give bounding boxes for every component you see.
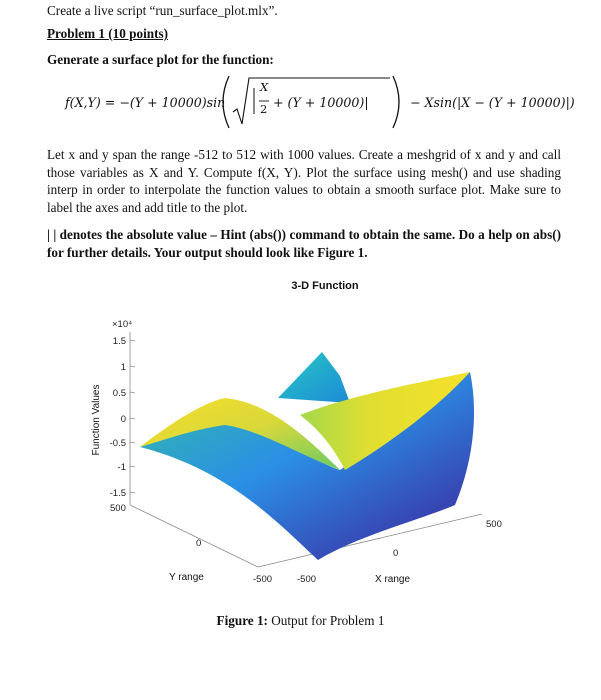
y-axis-label: Y range xyxy=(169,572,204,583)
y-tick-label: -500 xyxy=(253,574,273,585)
z-tick-label: -0.5 xyxy=(109,438,126,449)
surface-back-flap xyxy=(278,352,350,403)
formula-frac-num: X xyxy=(260,80,269,94)
z-tick-label: 1 xyxy=(120,362,126,373)
z-tick-label: 1.5 xyxy=(112,336,126,347)
x-tick-label: 0 xyxy=(393,548,399,559)
formula-rhs: − Xsin(|X − (Y + 10000)|) xyxy=(410,95,575,110)
x-tick-label: 500 xyxy=(486,519,502,530)
z-tick-label: -1 xyxy=(117,462,126,473)
z-exponent: ×10⁴ xyxy=(112,319,133,330)
x-axis-label: X range xyxy=(375,574,411,585)
formula-frac-den: 2 xyxy=(260,102,268,116)
hint-paragraph: | | denotes the absolute value – Hint (abs()) command to obtain the same. Do a help on abs() for further details. Your output should look like Figure 1. xyxy=(47,227,561,260)
formula-inner: + (Y + 10000)| xyxy=(273,95,369,110)
formula xyxy=(0,0,601,140)
formula-lhs: f(X,Y) = −(Y + 10000)sin xyxy=(65,95,226,110)
task-heading: Generate a surface plot for the function: xyxy=(47,52,274,67)
y-tick-label: 500 xyxy=(110,503,126,514)
figure-caption-text: Figure 1: Output for Problem 1 xyxy=(216,613,385,628)
figure-caption xyxy=(0,612,601,630)
chart-title: 3-D Function xyxy=(291,280,359,292)
z-tick-label: 0 xyxy=(120,414,126,425)
z-tick-label: 0.5 xyxy=(112,388,126,399)
problem-title: Problem 1 (10 points) xyxy=(47,26,169,41)
surface-plot xyxy=(0,265,601,605)
x-tick-label: -500 xyxy=(297,574,317,585)
y-tick-label: 0 xyxy=(196,538,202,549)
z-axis-label: Function Values xyxy=(91,384,102,456)
intro-line: Create a live script “run_surface_plot.mlx”. xyxy=(47,3,278,18)
z-tick-label: -1.5 xyxy=(109,488,126,499)
instructions-paragraph: Let x and y span the range -512 to 512 with 1000 values. Create a meshgrid of x and y and call those variables as X and Y. Compute f(X, Y). Plot the surface using mesh() and use shading interp in order to interpolate the function values to obtain a smooth surface plot. Make sure to label the axes and add title to the plot. xyxy=(47,147,561,215)
